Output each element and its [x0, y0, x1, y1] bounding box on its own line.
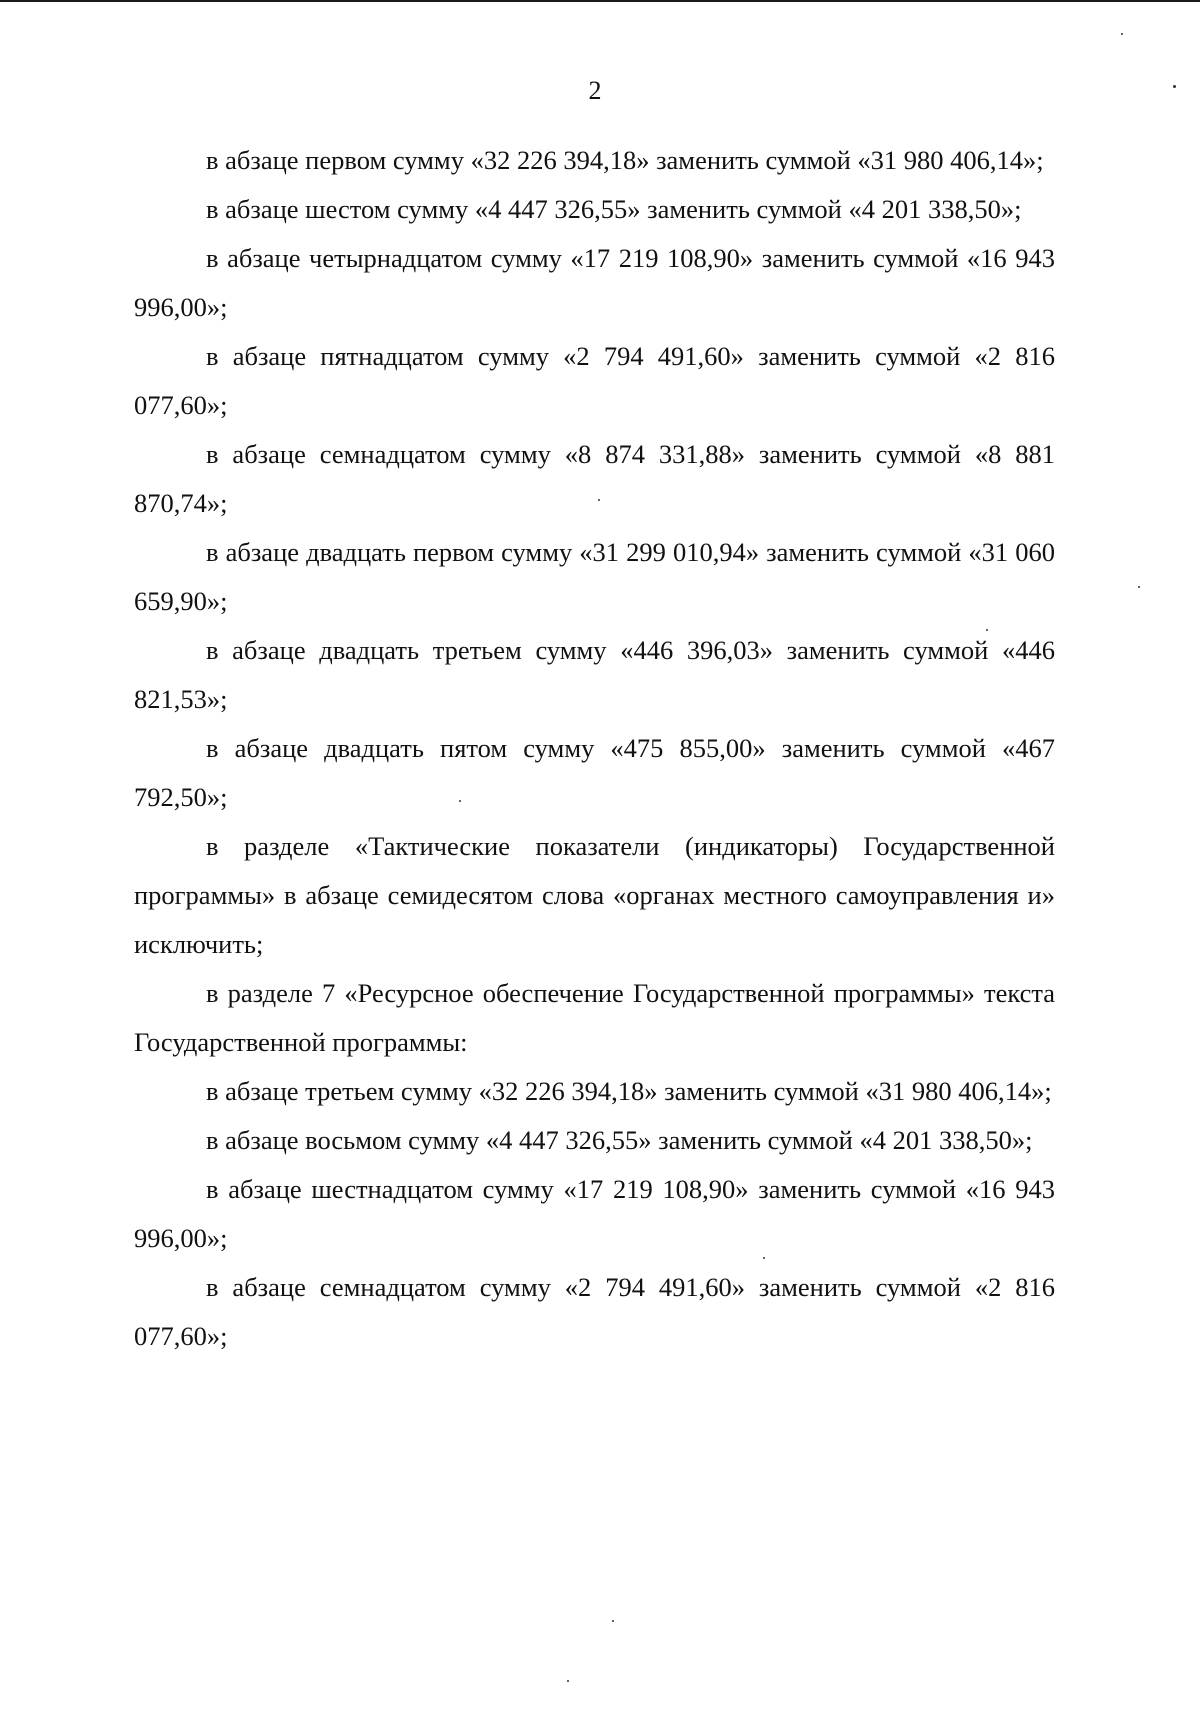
scan-speck: [459, 800, 461, 802]
scan-speck: [763, 1257, 765, 1259]
amendment-paragraph-4: в абзаце пятнадцатом сумму «2 794 491,60» заменить суммой «2 816 077,60»;: [134, 341, 1055, 420]
amendment-paragraph-2: в абзаце шестом сумму «4 447 326,55» заменить суммой «4 201 338,50»;: [206, 194, 1022, 224]
amendment-paragraph-12: в абзаце восьмом сумму «4 447 326,55» заменить суммой «4 201 338,50»;: [206, 1125, 1033, 1155]
amendment-paragraph-3: в абзаце четырнадцатом сумму «17 219 108,90» заменить суммой «16 943 996,00»;: [134, 243, 1055, 322]
top-border-line: [0, 0, 1200, 2]
scan-speck: [986, 629, 988, 631]
amendment-paragraph-7: в абзаце двадцать третьем сумму «446 396,03» заменить суммой «446 821,53»;: [134, 635, 1055, 714]
page-number: 2: [588, 76, 602, 105]
amendment-paragraph-6: в абзаце двадцать первом сумму «31 299 010,94» заменить суммой «31 060 659,90»;: [134, 537, 1055, 616]
document-body: [134, 136, 1055, 1361]
scan-speck: [1173, 85, 1176, 88]
amendment-paragraph-10: в разделе 7 «Ресурсное обеспечение Государственной программы» текста Государственной программы:: [134, 978, 1055, 1057]
amendment-paragraph-13: в абзаце шестнадцатом сумму «17 219 108,90» заменить суммой «16 943 996,00»;: [134, 1174, 1055, 1253]
amendment-paragraph-1: в абзаце первом сумму «32 226 394,18» заменить суммой «31 980 406,14»;: [206, 145, 1044, 175]
amendment-paragraph-11: в абзаце третьем сумму «32 226 394,18» заменить суммой «31 980 406,14»;: [206, 1076, 1052, 1106]
scan-speck: [567, 1680, 569, 1682]
scan-speck: [1138, 586, 1140, 588]
amendment-paragraph-9: в разделе «Тактические показатели (индикаторы) Государственной программы» в абзаце семидесятом слова «органах местного самоуправления и» исключить;: [134, 831, 1055, 959]
scan-speck: [1121, 33, 1123, 35]
amendment-paragraph-5: в абзаце семнадцатом сумму «8 874 331,88» заменить суммой «8 881 870,74»;: [134, 439, 1055, 518]
amendment-paragraph-8: в абзаце двадцать пятом сумму «475 855,00» заменить суммой «467 792,50»;: [134, 733, 1055, 812]
scan-speck: [612, 1620, 614, 1622]
amendment-paragraph-14: в абзаце семнадцатом сумму «2 794 491,60» заменить суммой «2 816 077,60»;: [134, 1272, 1055, 1351]
scan-speck: [598, 499, 600, 501]
